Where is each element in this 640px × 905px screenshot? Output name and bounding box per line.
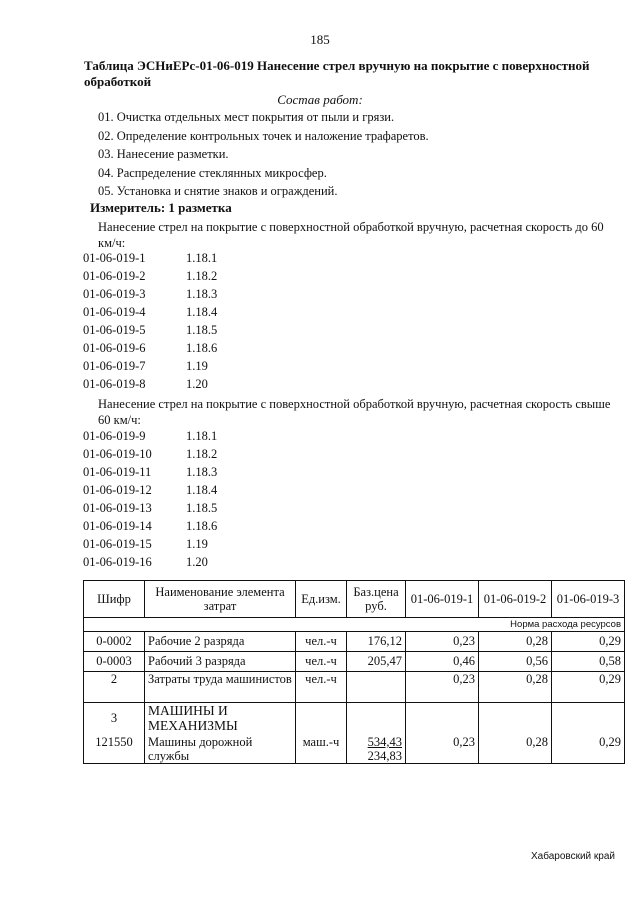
- price-top: 534,43: [367, 735, 402, 749]
- cell-value-3: 0,58: [552, 652, 625, 672]
- code: 01-06-019-8: [83, 377, 146, 391]
- cell-value-2: 0,28: [479, 733, 552, 764]
- cell-code: 0-0002: [84, 632, 145, 652]
- cell-value-1: [406, 703, 479, 734]
- code: 01-06-019-5: [83, 323, 146, 337]
- code: 01-06-019-9: [83, 429, 146, 443]
- cell-code: 3: [84, 703, 145, 734]
- code-ref: 1.20: [186, 377, 208, 391]
- cell-value-1: 0,23: [406, 733, 479, 764]
- code-ref: 1.20: [186, 555, 208, 569]
- cell-code: 0-0003: [84, 652, 145, 672]
- composition-heading: Состав работ:: [277, 92, 363, 107]
- code-item: [83, 445, 217, 463]
- cell-value-1: 0,23: [406, 632, 479, 652]
- table-row: [84, 652, 625, 672]
- works-list: [98, 108, 429, 201]
- code-ref: 1.18.3: [186, 465, 218, 479]
- work-item: 04. Распределение стеклянных микросфер.: [98, 165, 327, 180]
- code-ref: 1.18.4: [186, 305, 218, 319]
- work-item: 03. Нанесение разметки.: [98, 147, 229, 161]
- table-row: [84, 672, 625, 703]
- code-item: [83, 339, 217, 357]
- code-item: [83, 499, 217, 517]
- code: 01-06-019-7: [83, 359, 146, 373]
- code-item: [83, 267, 217, 285]
- header-name: Наименование элемента затрат: [145, 581, 296, 618]
- cell-unit: маш.-ч: [296, 733, 347, 764]
- code: 01-06-019-1: [83, 251, 146, 265]
- code-ref: 1.18.1: [186, 251, 218, 265]
- code-ref: 1.19: [186, 359, 208, 373]
- code: 01-06-019-3: [83, 287, 146, 301]
- group1-description: Нанесение стрел на покрытие с поверхностной обработкой вручную, расчетная скорость до 60 км/ч:: [98, 220, 604, 250]
- header-price: Баз.цена руб.: [347, 581, 406, 618]
- code-item: [83, 517, 217, 535]
- code-ref: 1.18.3: [186, 287, 218, 301]
- norm-caption: Норма расхода ресурсов: [84, 618, 625, 632]
- work-item: 02. Определение контрольных точек и наложение трафаретов.: [98, 128, 429, 143]
- cell-value-3: 0,29: [552, 632, 625, 652]
- code-item: [83, 481, 217, 499]
- page-number: 185: [310, 32, 330, 47]
- code-item: [83, 303, 217, 321]
- cell-code: 121550: [84, 733, 145, 764]
- cell-price: 176,12: [347, 632, 406, 652]
- cell-value-2: [479, 703, 552, 734]
- cell-name: МАШИНЫ И МЕХАНИЗМЫ: [145, 703, 296, 734]
- cell-value-1: 0,46: [406, 652, 479, 672]
- price-bottom: 234,83: [367, 749, 402, 763]
- group1-code-list: [83, 249, 217, 393]
- code-ref: 1.18.6: [186, 341, 218, 355]
- code: 01-06-019-15: [83, 537, 152, 551]
- resources-table: [83, 580, 625, 764]
- code-ref: 1.18.6: [186, 519, 218, 533]
- code-item: [83, 249, 217, 267]
- code: 01-06-019-14: [83, 519, 152, 533]
- table-header-row: [84, 581, 625, 618]
- header-unit: Ед.изм.: [296, 581, 347, 618]
- group2-code-list: [83, 427, 217, 571]
- table-row: [84, 703, 625, 734]
- cell-name: Рабочий 3 разряда: [145, 652, 296, 672]
- cell-value-1: 0,23: [406, 672, 479, 703]
- norm-caption-row: [84, 618, 625, 632]
- code-item: [83, 357, 217, 375]
- cell-price: [347, 672, 406, 703]
- code-ref: 1.18.1: [186, 429, 218, 443]
- code-item: [83, 553, 217, 571]
- cell-value-3: 0,29: [552, 672, 625, 703]
- region-footer: Хабаровский край: [530, 851, 615, 862]
- code: 01-06-019-10: [83, 447, 152, 461]
- code: 01-06-019-12: [83, 483, 152, 497]
- header-col-2: 01-06-019-2: [479, 581, 552, 618]
- cell-value-2: 0,56: [479, 652, 552, 672]
- table-row: [84, 733, 625, 764]
- header-col-3: 01-06-019-3: [552, 581, 625, 618]
- code-ref: 1.18.5: [186, 323, 218, 337]
- header-col-1: 01-06-019-1: [406, 581, 479, 618]
- code-item: [83, 285, 217, 303]
- cell-value-3: [552, 703, 625, 734]
- code-ref: 1.18.4: [186, 483, 218, 497]
- work-item: 01. Очистка отдельных мест покрытия от пыли и грязи.: [98, 110, 395, 124]
- table-row: [84, 632, 625, 652]
- code: 01-06-019-6: [83, 341, 146, 355]
- group2-description: Нанесение стрел на покрытие с поверхностной обработкой вручную, расчетная скорость свыше 60 км/ч:: [98, 397, 611, 427]
- code: 01-06-019-16: [83, 555, 152, 569]
- cell-name: Затраты труда машинистов: [145, 672, 296, 703]
- code: 01-06-019-4: [83, 305, 146, 319]
- cell-value-2: 0,28: [479, 632, 552, 652]
- cell-unit: [296, 703, 347, 734]
- cell-price: [347, 733, 406, 764]
- cell-price: 205,47: [347, 652, 406, 672]
- measure-unit: Измеритель: 1 разметка: [90, 200, 232, 215]
- cell-unit: чел.-ч: [296, 652, 347, 672]
- code-ref: 1.19: [186, 537, 208, 551]
- code-item: [83, 375, 217, 393]
- code-item: [83, 535, 217, 553]
- cell-name: Рабочие 2 разряда: [145, 632, 296, 652]
- code: 01-06-019-13: [83, 501, 152, 515]
- cell-value-3: 0,29: [552, 733, 625, 764]
- cell-code: 2: [84, 672, 145, 703]
- code-ref: 1.18.5: [186, 501, 218, 515]
- code-item: [83, 427, 217, 445]
- cell-value-2: 0,28: [479, 672, 552, 703]
- cell-unit: чел.-ч: [296, 632, 347, 652]
- code-item: [83, 463, 217, 481]
- header-code: Шифр: [84, 581, 145, 618]
- cell-unit: чел.-ч: [296, 672, 347, 703]
- code: 01-06-019-11: [83, 465, 152, 479]
- cell-price: [347, 703, 406, 734]
- code-ref: 1.18.2: [186, 269, 218, 283]
- code-item: [83, 321, 217, 339]
- code-ref: 1.18.2: [186, 447, 218, 461]
- code: 01-06-019-2: [83, 269, 146, 283]
- work-item: 05. Установка и снятие знаков и ограждений.: [98, 184, 338, 198]
- cell-name: Машины дорожной службы: [145, 733, 296, 764]
- table-title: Таблица ЭСНиЕРс-01-06-019 Нанесение стрел вручную на покрытие с поверхностной обработкой: [84, 58, 590, 89]
